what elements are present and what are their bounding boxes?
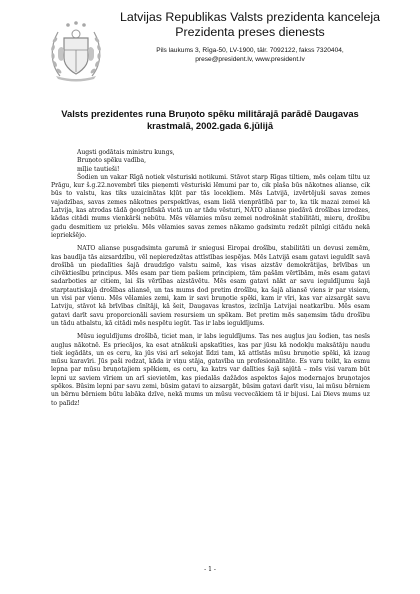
letterhead bbox=[40, 8, 390, 98]
speech-paragraph: NATO alianse pusgadsimta garumā ir sniegusi Eiropai drošību, stabilitāti un devusi zemēm, kas baudīja tās aizsardzību, vēl nepieredzētas attīstības iespējas. Mēs Latvijā esam gatavi ieguldīt savā drošībā un piedalīties šajā draudzīgo valstu saimē, kas visas aizstāv demokrātijas, brīvības un cilvēktiesību principus. Mēs esam par tiem pašiem principiem, tām pašām vērtībām, mēs esam gatavi sadarboties ar citiem, lai šīs vērtības aizstāvētu. Mēs esam gatavi nākt ar savu ieguldījumu šajā starptautiskajā drošības aliansē, un tas mums dod pretim drošību, ka šajā aliansē viens ir par visiem, un visi par vienu. Mēs vēlamies zemi, kam ir savi bruņotie spēki, kam ir vīri, kas var aizsargāt savu Latviju, stāvot kā brīvības cīnītāji, kā šeit, Daugavas krastos, izcīnīja Latvijai neatkarību. Mēs esam gatavi darīt savu proporcionāli saviem resursiem un spēkam. Bet pretim mēs saņemsim tādu drošību un tādu atbalstu, kā citādi mēs nespētu iegūt. Tas ir labs ieguldījums. bbox=[51, 245, 370, 327]
speech-title: Valsts prezidentes runa Bruņoto spēku militārajā parādē Daugavas krastmalā, 2002.gada 6.jūlijā bbox=[61, 108, 359, 131]
letterhead-text bbox=[110, 8, 390, 64]
greeting-line: mīļie tautieši! bbox=[77, 165, 120, 173]
speech-paragraph: Mūsu ieguldījums drošībā, ticiet man, ir labs ieguldījums. Tas nes augļus jau šodien, tas nesīs augļus nākotnē. Es priecājos, ka esat atnākuši apskatīties, kas par jūsu kā nodokļu maksātāju naudu tiek iegādāts, un es ceru, ka jūs visi arī sekojat līdzi tam, kā attīstās mūsu bruņotie spēki, kā izaug mūsu karavīri. Jūs paši redzat, kāda ir viņu stāja, gatavība un profesionalitāte. Es varu teikt, ka esmu lepna par mūsu bruņotajiem spēkiem, es ceru, ka katrs var dalīties šajā sajūtā – mēs visi varam būt lepni uz saviem vīriem un arī sievietēm, kas piedalās dažādos aspektos šajos modernajos bruņotajos spēkos. Būsim lepni par savu zemi, būsim gatavi to aizsargāt, būsim gatavi darīt visu, lai mūsu bērniem un bērnu bērniem būtu labāka dzīve, nekā mums un mūsu vecvecākiem tā ir bijusi. Lai Dievs mums uz to palīdz! bbox=[51, 333, 370, 407]
greeting-line: Augsti godātais ministru kungs, bbox=[77, 149, 175, 156]
speech-body bbox=[51, 149, 370, 408]
contacts-line: prese@president.lv, www.president.lv bbox=[195, 56, 305, 63]
coat-of-arms-icon bbox=[46, 20, 106, 82]
page-number: - 1 - bbox=[204, 566, 216, 573]
press-service-name: Prezidenta preses dienests bbox=[175, 25, 325, 39]
speech-paragraph: Šodien un vakar Rīgā notiek vēsturiski notikumi. Stāvot starp Rīgas tiltiem, mēs ceļam tiltu uz Prāgu, kur š.g.22.novembrī tiks pieņemti vēsturiski lēmumi par to, cik plaša būs nākotnes alianse, cik būs to valstu, kas tiks uzaicinātas kļūt par tās locekļiem. Mēs Latvijā, izvērtējuši savas zemes vajadzības, savas zemes nākotnes perspektīvas, esam lielā vienprātībā par to, ka tik mazai zemei kā Latvija, kas atrodas tādā ģeogrāfiskā vietā un ar tādu vēsturi, NATO alianse piedāvā drošības izredzes, kādas citādi mums vienkārši nebūtu. Mēs vēlamies mūsu zemei nodrošināt stabilitāti, mieru, drošību gadu desmitiem uz priekšu. Mēs vēlamies savas zemes nākamo gadsimtu redzēt pilnīgi citādu nekā iepriekšējo. bbox=[51, 173, 370, 239]
greeting-line: Bruņoto spēku vadība, bbox=[77, 157, 147, 165]
address-line: Pils laukums 3, Rīga-50, LV-1900, tālr. 7092122, fakss 7320404, bbox=[156, 47, 344, 54]
office-name: Latvijas Republikas Valsts prezidenta kanceleja bbox=[119, 10, 381, 24]
